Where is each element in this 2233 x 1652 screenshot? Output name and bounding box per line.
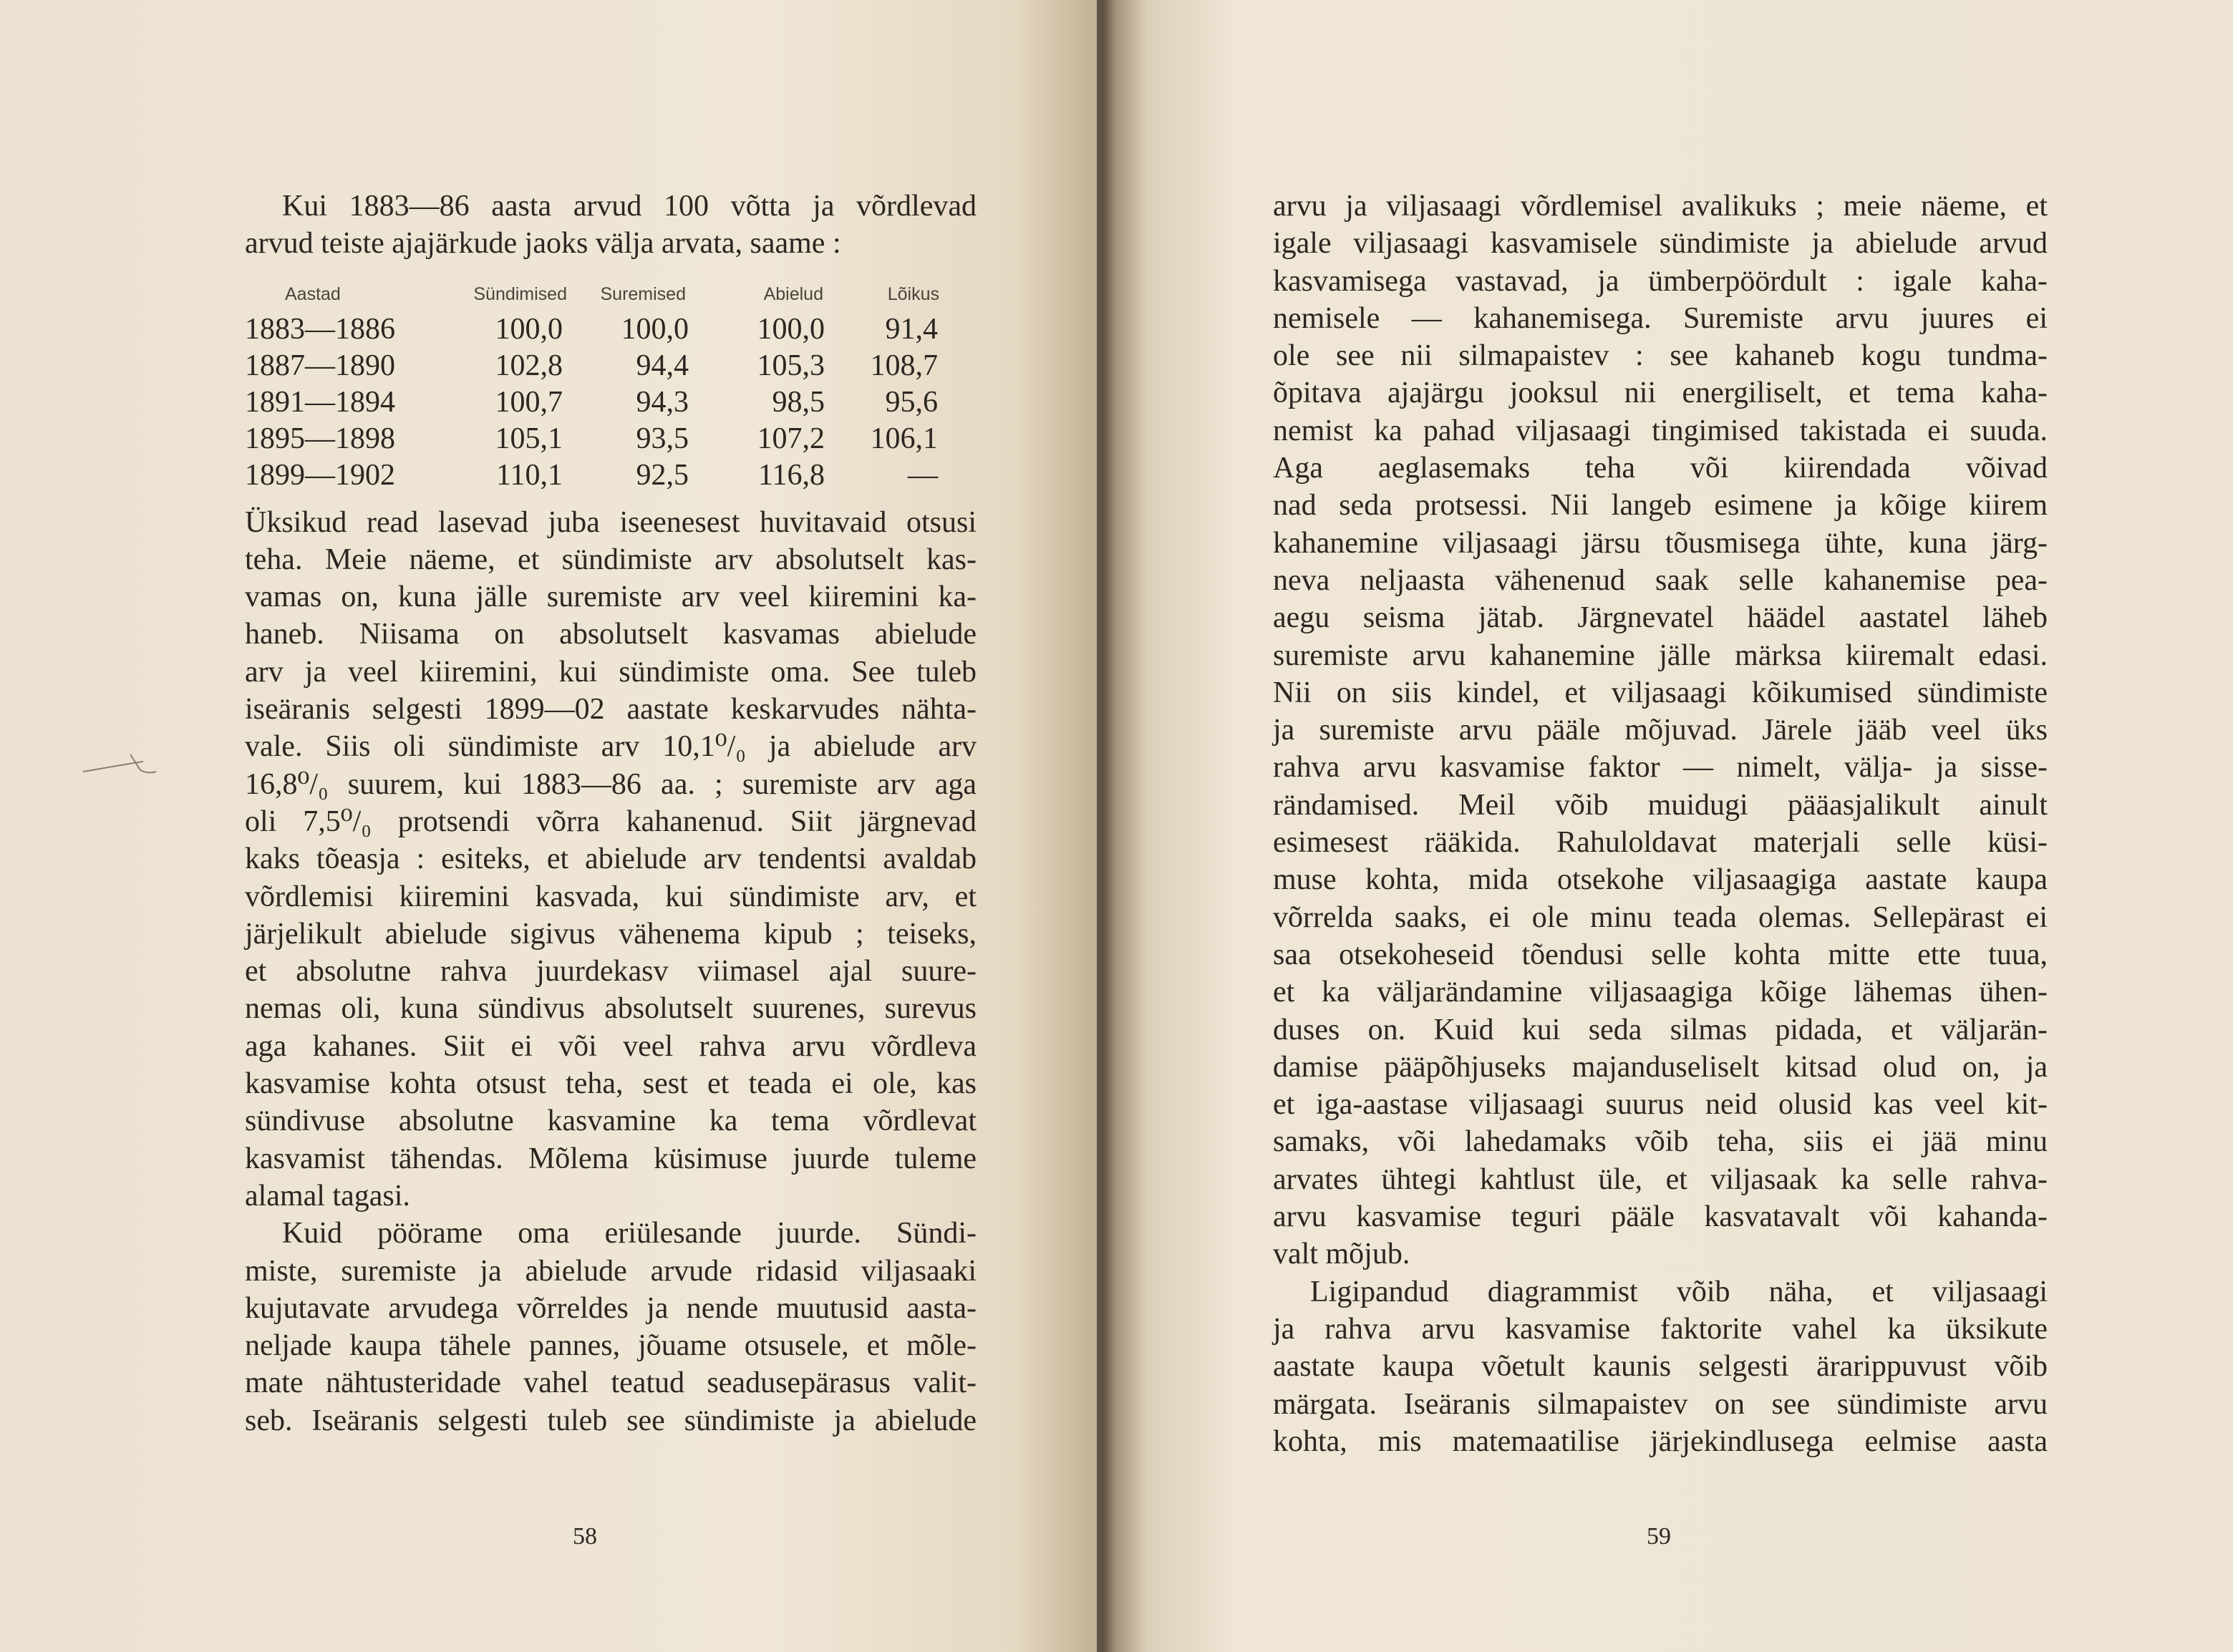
text-line: ja rahva arvu kasvamise faktorite vahel ka üksikute xyxy=(1273,1312,2048,1346)
text-line: Aga aeglasemaks teha või kiirendada võivad xyxy=(1273,452,2048,485)
table-row xyxy=(245,457,977,494)
page-number: 58 xyxy=(573,1523,597,1550)
text-line: et ka väljarändamine viljasaagiga kõige lähemas ühen- xyxy=(1273,976,2048,1009)
text-line: saa otsekoheseid tõendusi selle kohta mitte ette tuua, xyxy=(1273,938,2048,971)
column-header: Abielud xyxy=(763,284,823,305)
table-cell: 105,3 xyxy=(757,349,825,383)
text-line: võrdlemisi kiiremini kasvada, kui sündimiste arv, et xyxy=(245,880,977,913)
table-cell: 98,5 xyxy=(772,386,825,419)
left-text-column xyxy=(245,188,977,1439)
text-line: Kuid pöörame oma eriülesande juurde. Sündi- xyxy=(282,1217,977,1250)
text-line: damise pääpõhjuseks majanduseliselt kitsad olud on, ja xyxy=(1273,1050,2048,1084)
table-cell: 1895—1898 xyxy=(245,422,395,456)
text-line: miste, suremiste ja abielude arvude ridasid viljasaaki xyxy=(245,1254,977,1288)
table-row xyxy=(245,384,977,421)
table-cell: 105,1 xyxy=(495,422,563,456)
text-line: aga kahanes. Siit ei või veel rahva arvu võrdleva xyxy=(245,1029,977,1063)
text-line: nemist ka pahad viljasaagi tingimised takistada ei suuda. xyxy=(1273,414,2048,447)
text-line: nemisele — kahanemisega. Suremiste arvu juures ei xyxy=(1273,301,2048,335)
column-header: Sündimised xyxy=(473,284,567,305)
text-line: igale viljasaagi kasvamisele sündimiste ja abielude arvud xyxy=(1273,227,2048,261)
table-cell: 108,7 xyxy=(870,349,938,383)
text-line: arv ja veel kiiremini, kui sündimiste oma. See tuleb xyxy=(245,655,977,689)
text-line: duses on. Kuid kui seda silmas pidada, et väljarän- xyxy=(1273,1013,2048,1046)
text-line: vale. Siis oli sündimiste arv 10,1⁰/₀ ja abielude arv xyxy=(245,730,977,764)
text-line: kohta, mis matemaatilise järjekindlusega eelmise aasta xyxy=(1273,1424,2048,1458)
text-line: kasvamist tähendas. Mõlema küsimuse juurde tuleme xyxy=(245,1142,977,1175)
text-line: aastate kaupa võetult kaunis selgesti ärarippuvust võib xyxy=(1273,1350,2048,1384)
text-line: alamal tagasi. xyxy=(245,1179,410,1213)
text-line: ole see nii silmapaistev : see kahaneb kogu tundma- xyxy=(1273,339,2048,373)
table-cell: 100,0 xyxy=(621,313,689,346)
pencil-mark xyxy=(80,752,159,780)
text-line: et iga-aastase viljasaagi suurus neid olusid kas veel kit- xyxy=(1273,1088,2048,1122)
text-line: arvu ja viljasaagi võrdlemisel avalikuks ; meie näeme, et xyxy=(1273,190,2048,223)
statistics-table xyxy=(245,278,977,494)
text-line: valt mõjub. xyxy=(1273,1238,1410,1271)
table-cell: 100,0 xyxy=(757,313,825,346)
column-header: Lõikus xyxy=(887,284,939,305)
text-line: iseäranis selgesti 1899—02 aastate keskarvudes nähta- xyxy=(245,693,977,727)
text-line: neljade kaupa tähele pannes, jõuame otsusele, et mõle- xyxy=(245,1329,977,1363)
text-line: 16,8⁰/₀ suurem, kui 1883—86 aa. ; suremiste arv aga xyxy=(245,767,977,801)
text-line: kasvamise kohta otsust teha, sest et teada ei ole, kas xyxy=(245,1067,977,1101)
text-line: rahva arvu kasvamise faktor — nimelt, välja- ja sisse- xyxy=(1273,751,2048,784)
table-row xyxy=(245,311,977,348)
text-line: et absolutne rahva juurdekasv viimasel ajal suure- xyxy=(245,955,977,988)
text-line: oli 7,5⁰/₀ protsendi võrra kahanenud. Siit järgnevad xyxy=(245,805,977,838)
text-line: õpitava ajajärgu jooksul nii energiliselt, et tema kaha- xyxy=(1273,376,2048,410)
text-line: kasvamisega vastavad, ja ümberpöördult : igale kaha- xyxy=(1273,264,2048,298)
right-text-column xyxy=(1273,188,2048,1460)
text-line: märgata. Iseäranis silmapaistev on see sündimiste arvu xyxy=(1273,1387,2048,1421)
text-line: samaks, või lahedamaks võib teha, siis ei jää minu xyxy=(1273,1125,2048,1159)
table-cell: 1887—1890 xyxy=(245,349,395,383)
text-line: ja suremiste arvu pääle mõjuvad. Järele jääb veel üks xyxy=(1273,714,2048,747)
column-header: Aastad xyxy=(285,284,341,305)
text-line: Üksikud read lasevad juba iseenesest huvitavaid otsusi xyxy=(245,505,977,539)
text-line: vamas on, kuna jälle suremiste arv veel kiiremini ka- xyxy=(245,580,977,614)
table-cell: 1891—1894 xyxy=(245,386,395,419)
text-line: järjelikult abielude sigivus vähenema kipub ; teiseks, xyxy=(245,917,977,951)
text-line: teha. Meie näeme, et sündimiste arv absolutselt kas- xyxy=(245,543,977,576)
text-line: arvud teiste ajajärkude jaoks välja arvata, saame : xyxy=(245,227,841,261)
table-cell: 116,8 xyxy=(758,459,825,492)
text-line: esimesest rääkida. Rahuloldavat materjali selle küsi- xyxy=(1273,826,2048,860)
text-line: mate nähtusteridade vahel teatud seadusepärasus valit- xyxy=(245,1366,977,1400)
left-page xyxy=(0,0,1103,1652)
text-line: suremiste arvu kahanemine jälle märksa kiiremalt edasi. xyxy=(1273,638,2048,672)
text-line: muse kohta, mida otsekohe viljasaagiga aastate kaupa xyxy=(1273,863,2048,897)
text-line: Kui 1883—86 aasta arvud 100 võtta ja võrdlevad xyxy=(282,190,977,223)
text-line: kahanemine viljasaagi järsu tõusmisega ühte, kuna järg- xyxy=(1273,526,2048,560)
text-line: nad seda protsessi. Nii langeb esimene ja kõige kiirem xyxy=(1273,489,2048,523)
table-cell: 94,3 xyxy=(636,386,689,419)
text-line: sündivuse absolutne kasvamine ka tema võrdlevat xyxy=(245,1104,977,1138)
text-line: Nii on siis kindel, et viljasaagi kõikumised sündimiste xyxy=(1273,676,2048,709)
text-line: arvu kasvamise teguri pääle kasvatavalt või kahanda- xyxy=(1273,1200,2048,1234)
table-cell: 91,4 xyxy=(885,313,938,346)
text-line: kujutavate arvudega võrreldes ja nende muutusid aasta- xyxy=(245,1291,977,1325)
table-row xyxy=(245,421,977,457)
text-line: aegu seisma jätab. Järgnevatel häädel aastatel läheb xyxy=(1273,601,2048,635)
table-cell: 94,4 xyxy=(636,349,689,383)
text-line: võrrelda saaks, ei ole minu teada olemas. Sellepärast ei xyxy=(1273,900,2048,934)
table-cell: 100,7 xyxy=(495,386,563,419)
right-page xyxy=(1103,0,2233,1652)
table-cell: 100,0 xyxy=(495,313,563,346)
table-cell: 1899—1902 xyxy=(245,459,395,492)
text-line: nemas oli, kuna sündivus absolutselt suurenes, surevus xyxy=(245,992,977,1026)
text-line: arvates ühtegi kahtlust üle, et viljasaak ka selle rahva- xyxy=(1273,1162,2048,1196)
table-cell: 95,6 xyxy=(885,386,938,419)
table-row xyxy=(245,348,977,384)
table-cell: 92,5 xyxy=(636,459,689,492)
text-line: Ligipandud diagrammist võib näha, et viljasaagi xyxy=(1310,1275,2048,1308)
table-cell: 1883—1886 xyxy=(245,313,395,346)
table-header-row xyxy=(245,278,977,311)
text-line: neva neljaasta vähenenud saak selle kahanemise pea- xyxy=(1273,563,2048,597)
table-cell: 110,1 xyxy=(496,459,563,492)
table-cell: 93,5 xyxy=(636,422,689,456)
text-line: seb. Iseäranis selgesti tuleb see sündimiste ja abielude xyxy=(245,1404,977,1437)
table-cell: 106,1 xyxy=(870,422,938,456)
text-line: rändamised. Meil võib muidugi pääasjalikult ainult xyxy=(1273,788,2048,822)
column-header: Suremised xyxy=(600,284,686,305)
table-cell: 107,2 xyxy=(757,422,825,456)
text-line: kaks tõeasja : esiteks, et abielude arv tendentsi avaldab xyxy=(245,842,977,876)
page-number: 59 xyxy=(1647,1523,1671,1550)
table-cell: 102,8 xyxy=(495,349,563,383)
text-line: haneb. Niisama on absolutselt kasvamas abielude xyxy=(245,618,977,651)
table-cell: — xyxy=(908,459,938,492)
